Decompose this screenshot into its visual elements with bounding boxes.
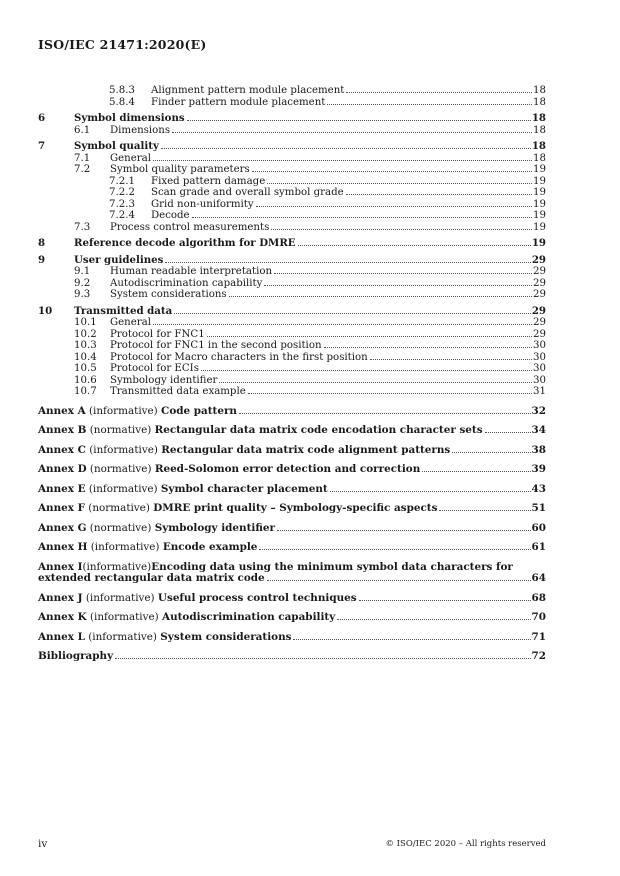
annex-kind: (normative) <box>89 424 152 436</box>
annex-page: 38 <box>531 443 546 456</box>
dot-leader <box>174 312 531 314</box>
annex-title: Symbology identifier <box>154 521 275 534</box>
annex-label: Annex B <box>38 424 87 436</box>
toc-entry-title: Finder pattern module placement <box>151 96 326 108</box>
toc-entry-number: 10.1 <box>74 317 97 328</box>
toc-entry[interactable] <box>38 306 546 318</box>
dot-leader <box>153 323 532 325</box>
toc-entry-title: Process control measurements <box>110 221 270 233</box>
toc-entry-title: System considerations <box>110 289 227 300</box>
toc-entry[interactable] <box>38 289 546 301</box>
dot-leader <box>187 119 531 121</box>
toc-entry-title: Symbology identifier <box>110 374 218 386</box>
toc-entry-title: Decode <box>151 210 190 221</box>
annex-title: Autodiscrimination capability <box>162 611 336 623</box>
toc-entry-title: Grid non-uniformity <box>151 198 254 210</box>
toc-entry-page: 19 <box>533 175 546 187</box>
annex-label: Annex C <box>38 443 86 456</box>
page-number: iv <box>38 838 48 850</box>
annex-page: 43 <box>531 482 546 495</box>
toc-entry[interactable] <box>38 386 546 398</box>
toc-entry-title: Human readable interpretation <box>110 266 273 277</box>
dot-leader <box>298 244 531 246</box>
annex-page: 34 <box>531 424 546 436</box>
annex-page: 51 <box>531 502 546 514</box>
toc-entry-number: 6 <box>38 112 46 124</box>
annex-kind: (informative) <box>88 404 158 417</box>
toc-entry[interactable] <box>38 199 546 211</box>
annex-label: Annex L <box>38 630 85 643</box>
toc-annex-entry[interactable] <box>38 425 546 437</box>
annex-kind: (normative) <box>88 502 150 514</box>
toc-entry-page: 18 <box>531 140 546 152</box>
dot-leader <box>229 295 532 297</box>
annex-title: Encode example <box>162 541 258 553</box>
toc-entry-number: 8 <box>38 237 46 249</box>
toc-entry-title: User guidelines <box>74 253 164 266</box>
annex-kind: (informative) <box>90 541 160 553</box>
annex-title: Reed-Solomon error detection and correction <box>154 463 421 475</box>
toc-entry-number: 6.1 <box>74 124 91 136</box>
dot-leader <box>293 638 530 640</box>
toc-annex-entry[interactable] <box>38 612 546 624</box>
annex-label: Annex J <box>38 591 83 604</box>
toc-entry-page: 29 <box>531 304 546 317</box>
dot-leader <box>346 91 532 93</box>
annex-kind: (normative) <box>89 521 152 534</box>
annex-title: Rectangular data matrix code encodation character sets <box>154 424 483 436</box>
dot-leader <box>161 147 531 149</box>
toc-entry-page: 29 <box>533 328 546 340</box>
dot-leader <box>239 412 531 414</box>
toc-entry-number: 7.2 <box>74 164 91 175</box>
toc-entry[interactable] <box>38 278 546 290</box>
toc-entry[interactable] <box>38 125 546 137</box>
annex-page: 60 <box>531 521 546 534</box>
toc-entry[interactable] <box>38 113 546 125</box>
toc-entry[interactable] <box>38 153 546 165</box>
annex-label: Annex F <box>38 502 85 514</box>
annex-title: DMRE print quality – Symbology-specific aspects <box>153 502 438 514</box>
toc-entry-page: 18 <box>533 124 546 136</box>
dot-leader <box>252 170 532 172</box>
toc-annex-entry[interactable] <box>38 484 546 496</box>
document-header: ISO/IEC 21471:2020(E) <box>38 37 207 52</box>
toc-entry[interactable] <box>38 375 546 387</box>
dot-leader <box>153 159 532 161</box>
copyright-notice: © ISO/IEC 2020 – All rights reserved <box>385 839 546 849</box>
toc-entry-title: Symbol dimensions <box>74 112 185 124</box>
annex-kind: (informative) <box>89 611 159 623</box>
toc-entry[interactable] <box>38 85 546 97</box>
dot-leader <box>267 579 531 581</box>
dot-leader <box>248 392 532 394</box>
toc-entry-title: General <box>110 152 151 164</box>
toc-entry-title: Scan grade and overall symbol grade <box>151 187 344 198</box>
toc-annex-entry[interactable] <box>38 406 546 418</box>
dot-leader <box>359 599 531 601</box>
toc-entry-title: Dimensions <box>110 124 171 136</box>
toc-entry-title: Fixed pattern damage <box>151 175 266 187</box>
toc-entry-title: Protocol for FNC1 <box>110 328 205 340</box>
dot-leader <box>201 369 532 371</box>
dot-leader <box>264 284 532 286</box>
toc-entry[interactable] <box>38 210 546 222</box>
annex-label: Annex H <box>38 541 88 553</box>
annex-label: Annex I <box>38 560 83 573</box>
annex-title: Code pattern <box>161 404 237 417</box>
dot-leader <box>256 205 532 207</box>
annex-title: Useful process control techniques <box>157 591 357 604</box>
dot-leader <box>207 335 532 337</box>
dot-leader <box>165 261 530 263</box>
annex-label: Annex A <box>38 404 86 417</box>
toc-entry[interactable] <box>38 340 546 352</box>
dot-leader <box>346 193 532 195</box>
table-of-contents <box>38 85 546 663</box>
bibliography-page: 72 <box>531 650 546 662</box>
annex-title: Rectangular data matrix code alignment patterns <box>161 443 451 456</box>
toc-entry-number: 10.7 <box>74 386 97 397</box>
toc-entry-page: 29 <box>531 253 546 266</box>
toc-entry[interactable] <box>38 97 546 109</box>
annex-label: Annex D <box>38 463 87 475</box>
toc-entry-number: 9.1 <box>74 266 91 277</box>
bibliography-title: Bibliography <box>38 650 114 662</box>
dot-leader <box>324 346 533 348</box>
toc-entry[interactable] <box>38 317 546 329</box>
toc-entry-number: 10.5 <box>74 363 97 374</box>
annex-page: 39 <box>531 463 546 475</box>
toc-entry[interactable] <box>38 176 546 188</box>
dot-leader <box>422 470 530 472</box>
toc-annex-entry[interactable] <box>38 464 546 476</box>
dot-leader <box>439 509 530 511</box>
toc-entry-number: 10.4 <box>74 351 97 363</box>
toc-entry-number: 10 <box>38 304 53 317</box>
toc-entry-number: 5.8.3 <box>109 85 135 96</box>
toc-entry[interactable] <box>38 363 546 375</box>
toc-entry-page: 18 <box>533 96 546 108</box>
dot-leader <box>115 657 530 659</box>
dot-leader <box>330 490 531 492</box>
annex-label: Annex K <box>38 611 87 623</box>
toc-entry-number: 7 <box>38 140 46 152</box>
toc-annex-entry[interactable] <box>38 445 546 457</box>
toc-entry-page: 29 <box>533 289 546 300</box>
toc-entry-page: 30 <box>533 363 546 374</box>
annex-title: System considerations <box>160 630 292 643</box>
toc-entry-number: 9 <box>38 253 46 266</box>
annex-kind: (informative) <box>88 630 157 643</box>
toc-entry-title: Protocol for FNC1 in the second position <box>110 340 322 351</box>
dot-leader <box>485 431 531 433</box>
toc-entry[interactable] <box>38 187 546 199</box>
toc-entry-title: Reference decode algorithm for DMRE <box>74 237 296 249</box>
dot-leader <box>267 182 532 184</box>
toc-entry-title: Transmitted data example <box>110 386 246 397</box>
annex-kind: (informative) <box>89 443 158 456</box>
annex-page: 64 <box>531 572 546 584</box>
toc-entry[interactable] <box>38 266 546 278</box>
annex-page: 70 <box>531 611 546 623</box>
toc-entry-number: 10.2 <box>74 328 97 340</box>
annex-label: Annex E <box>38 482 86 495</box>
toc-entry-number: 7.2.3 <box>109 198 135 210</box>
toc-entry-number: 10.6 <box>74 374 97 386</box>
toc-entry-page: 30 <box>533 374 546 386</box>
toc-entry-number: 10.3 <box>74 340 97 351</box>
toc-entry[interactable] <box>38 329 546 341</box>
dot-leader <box>337 618 530 620</box>
toc-entry-number: 7.1 <box>74 152 91 164</box>
dot-leader <box>192 216 532 218</box>
toc-entry-title: Transmitted data <box>74 304 173 317</box>
dot-leader <box>370 358 532 360</box>
annex-kind: (informative) <box>88 482 158 495</box>
toc-entry-page: 30 <box>533 340 546 351</box>
toc-entry-title: Symbol quality <box>74 140 159 152</box>
toc-entry[interactable] <box>38 352 546 364</box>
annex-title: Symbol character placement <box>160 482 328 495</box>
toc-entry-title: Protocol for Macro characters in the first position <box>110 351 368 363</box>
toc-entry-page: 19 <box>533 221 546 233</box>
toc-entry-title: Symbol quality parameters <box>110 164 250 175</box>
annex-page: 71 <box>531 630 546 643</box>
toc-entry-page: 29 <box>533 277 546 289</box>
toc-entry-page: 30 <box>533 351 546 363</box>
toc-entry[interactable] <box>38 222 546 234</box>
dot-leader <box>219 381 532 383</box>
annex-title-continued: extended rectangular data matrix code <box>38 572 265 584</box>
toc-annex-entry[interactable] <box>38 632 546 644</box>
toc-entry-page: 19 <box>533 164 546 175</box>
toc-entry-number: 9.2 <box>74 277 91 289</box>
dot-leader <box>271 228 532 230</box>
toc-entry-page: 18 <box>533 152 546 164</box>
toc-entry-page: 29 <box>533 266 546 277</box>
toc-entry-page: 31 <box>533 386 546 397</box>
toc-entry-number: 9.3 <box>74 289 91 300</box>
toc-entry-page: 18 <box>531 112 546 124</box>
annex-page: 61 <box>531 541 546 553</box>
annex-kind: (normative) <box>89 463 152 475</box>
dot-leader <box>274 272 532 274</box>
toc-annex-entry[interactable] <box>38 503 546 515</box>
toc-entry-title: Autodiscrimination capability <box>110 277 263 289</box>
toc-entry-title: General <box>110 317 151 328</box>
dot-leader <box>172 131 532 133</box>
toc-entry-number: 7.3 <box>74 221 91 233</box>
toc-entry-number: 7.2.4 <box>109 210 135 221</box>
toc-entry-page: 19 <box>533 187 546 198</box>
dot-leader <box>327 103 532 105</box>
toc-entry-page: 19 <box>533 198 546 210</box>
toc-entry-title: Protocol for ECIs <box>110 363 199 374</box>
toc-entry[interactable] <box>38 238 546 250</box>
annex-label: Annex G <box>38 521 87 534</box>
annex-kind: (informative) <box>85 591 155 604</box>
toc-annex-entry[interactable] <box>38 593 546 605</box>
toc-entry[interactable] <box>38 164 546 176</box>
toc-bibliography-entry[interactable] <box>38 651 546 663</box>
toc-entry-page: 19 <box>531 237 546 249</box>
toc-entry-number: 7.2.1 <box>109 175 135 187</box>
toc-entry[interactable] <box>38 141 546 153</box>
toc-entry[interactable] <box>38 255 546 267</box>
toc-entry-number: 5.8.4 <box>109 96 135 108</box>
toc-entry-page: 29 <box>533 317 546 328</box>
toc-entry-title: Alignment pattern module placement <box>151 85 345 96</box>
toc-entry-page: 19 <box>533 210 546 221</box>
dot-leader <box>277 529 531 531</box>
toc-annex-entry[interactable] <box>38 523 546 535</box>
annex-page: 68 <box>531 591 546 604</box>
annex-page: 32 <box>531 404 546 417</box>
toc-entry-number: 7.2.2 <box>109 187 135 198</box>
dot-leader <box>259 548 530 550</box>
toc-annex-entry[interactable] <box>38 542 546 554</box>
annex-title: Encoding data using the minimum symbol data characters for <box>151 560 513 573</box>
dot-leader <box>452 451 530 453</box>
toc-annex-entry[interactable] <box>38 562 546 585</box>
toc-entry-page: 18 <box>533 85 546 96</box>
annex-kind: (informative) <box>82 560 152 573</box>
